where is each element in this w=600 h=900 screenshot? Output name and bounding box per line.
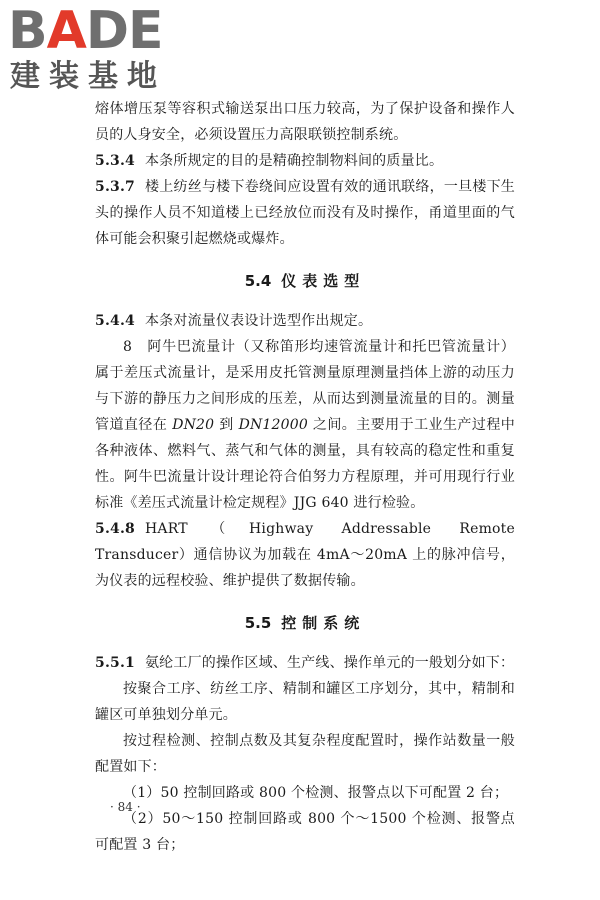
section-heading: 控制系统 — [281, 614, 366, 632]
paragraph-config: 按过程检测、控制点数及其复杂程度配置时，操作站数量一般配置如下： — [95, 733, 515, 775]
clause-number: 5.5.1 — [95, 655, 135, 671]
section-number: 5.4 — [244, 272, 272, 290]
clause-5-4-8 — [95, 516, 515, 594]
item-text-part2: 之间。主要用于工业生产过程中各种液体、燃料气、蒸气和气体的测量，具有较高的稳定性和重复性。阿牛巴流量计设计理论符合伯努力方程原理，并可用现行行业标准《差压式流量计检定规程》JJG 640 进行检验。 — [95, 417, 515, 511]
clause-number: 5.4.4 — [95, 313, 135, 329]
dn-max: DN12000 — [238, 417, 308, 433]
clause-number: 5.4.8 — [95, 521, 135, 537]
page-number: · 84 · — [110, 800, 141, 814]
section-title-5-5 — [95, 610, 515, 636]
clause-text: 本条所规定的目的是精确控制物料间的质量比。 — [144, 153, 444, 169]
item-8-annubar — [95, 334, 515, 516]
paragraph-division: 按聚合工序、纺丝工序、精制和罐区工序划分，其中，精制和罐区可单独划分单元。 — [95, 681, 515, 723]
logo-wordmark: BADE — [8, 1, 163, 61]
paragraph-continued: 熔体增压泵等容积式输送泵出口压力较高，为了保护设备和操作人员的人身安全，必须设置压力高限联锁控制系统。 — [95, 101, 515, 143]
dn-min: DN20 — [172, 417, 215, 433]
clause-5-3-4 — [95, 148, 515, 174]
clause-text: 本条对流量仪表设计选型作出规定。 — [144, 313, 373, 329]
item-text-to: 到 — [219, 417, 234, 433]
clause-text: 楼上纺丝与楼下卷绕间应设置有效的通讯联络，一旦楼下生头的操作人员不知道楼上已经放位而没有及时操作，甬道里面的气体可能会积聚引起燃烧或爆炸。 — [95, 179, 515, 247]
logo-chinese-text: 建装基地 — [10, 59, 166, 94]
section-heading: 仪表选型 — [281, 272, 366, 290]
list-item-2: （2）50～150 控制回路或 800 个～1500 个检测、报警点可配置 3 台； — [95, 811, 515, 853]
section-number: 5.5 — [244, 614, 272, 632]
section-title-5-4 — [95, 268, 515, 294]
list-item-1: （1）50 控制回路或 800 个检测、报警点以下可配置 2 台； — [123, 785, 509, 801]
clause-5-4-4 — [95, 308, 515, 334]
clause-number: 5.3.4 — [95, 153, 135, 169]
clause-text: 氨纶工厂的操作区域、生产线、操作单元的一般划分如下： — [144, 655, 515, 671]
document-page — [95, 96, 515, 858]
item-text-part1: 8 阿牛巴流量计（又称笛形均速管流量计和托巴管流量计）属于差压式流量计，是采用皮托管测量原理测量挡体上游的动压力与下游的静压力之间形成的压差，从而达到测量流量的目的。测量管道直径在 — [95, 339, 515, 433]
bade-logo — [8, 1, 178, 96]
clause-5-3-7 — [95, 174, 515, 252]
clause-text: HART（Highway Addressable Remote Transducer）通信协议为加载在 4mA～20mA 上的脉冲信号，为仪表的远程校验、维护提供了数据传输。 — [95, 521, 515, 589]
clause-number: 5.3.7 — [95, 179, 135, 195]
clause-5-5-1 — [95, 650, 515, 676]
